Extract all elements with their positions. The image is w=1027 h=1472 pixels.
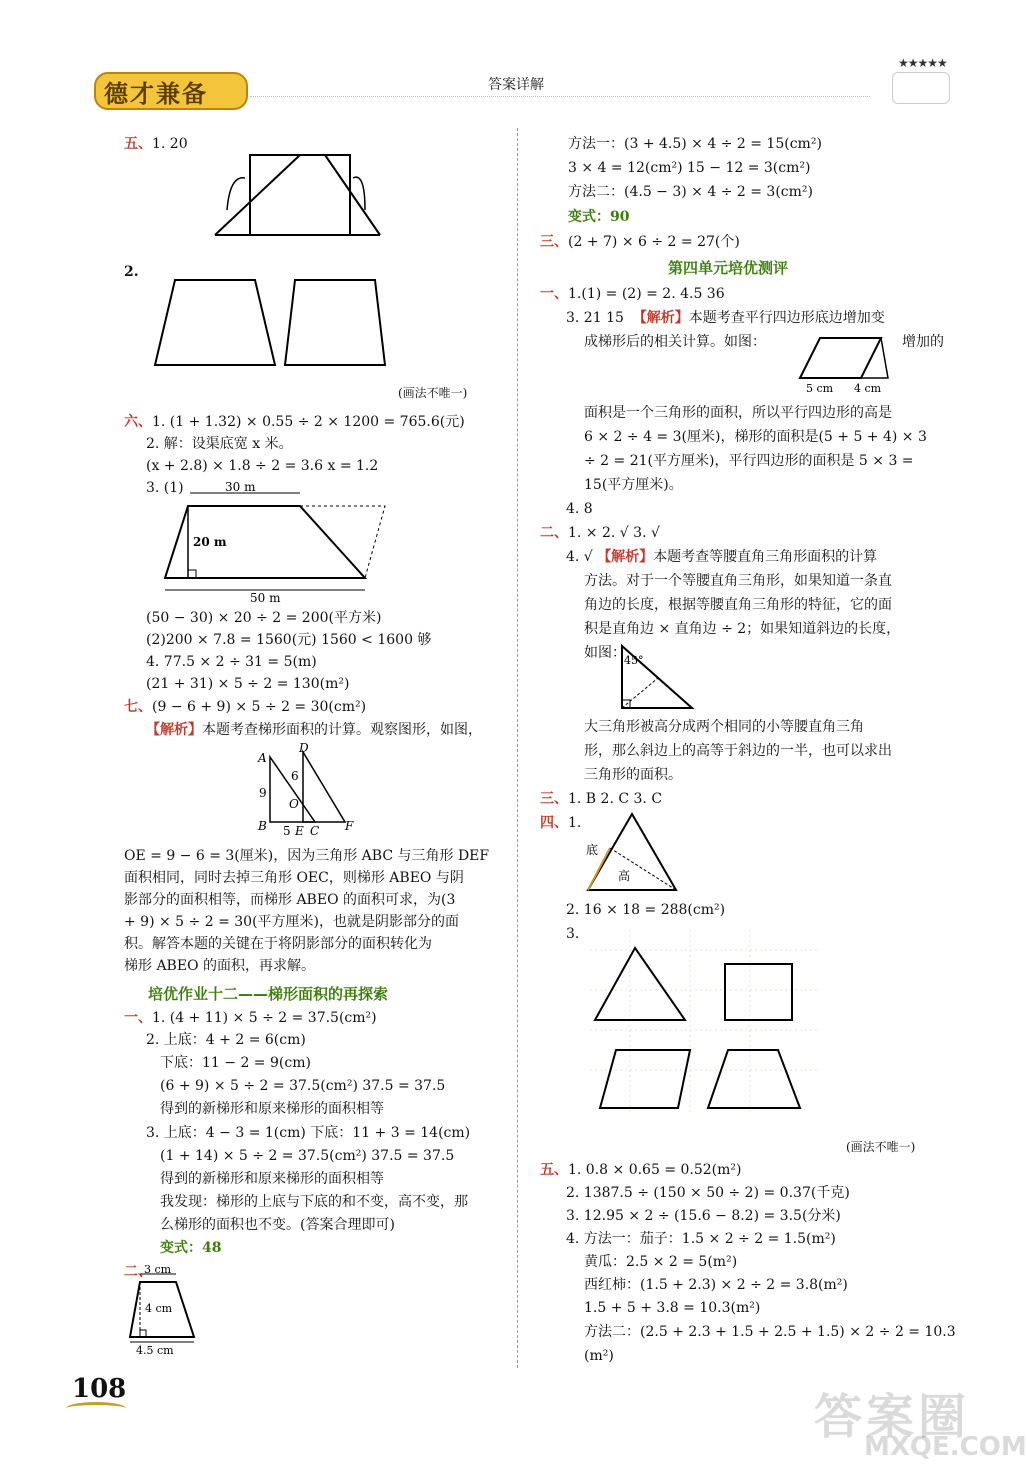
answer-line: 梯形 ABEO 的面积，再求解。 xyxy=(124,958,315,974)
answer-line: 1. (4 + 11) × 5 ÷ 2 = 37.5(cm²) xyxy=(152,1010,377,1026)
answer-line: 4. 方法一：茄子：1.5 × 2 ÷ 2 = 1.5(m²) xyxy=(566,1231,836,1247)
header-title: 答案详解 xyxy=(488,77,544,93)
header-logo-text: 德才兼备 xyxy=(104,80,208,108)
watermark-url: MXQE.COM xyxy=(864,1432,1027,1462)
answer-line: 1.(1) = (2) = 2. 4.5 36 xyxy=(568,286,725,302)
answer-line: 么梯形的面积也不变。(答案合理即可) xyxy=(160,1217,395,1233)
answer-line: 3. (1) xyxy=(146,480,184,496)
answer-line: 本题考查等腰直角三角形面积的计算 xyxy=(653,549,878,565)
answer-line: (9 − 6 + 9) × 5 ÷ 2 = 30(cm²) xyxy=(152,699,367,715)
svg-text:5 cm: 5 cm xyxy=(806,382,834,395)
figure-small-trapezoid xyxy=(118,1262,218,1357)
svg-text:45°: 45° xyxy=(624,654,644,667)
figure-trapezoid-cut xyxy=(205,150,385,240)
figure-right-isosceles-triangle xyxy=(612,642,708,712)
answer-line: 1.5 + 5 + 3.8 = 10.3(m²) xyxy=(584,1300,761,1316)
answer-line: 3. 12.95 × 2 ÷ (15.6 − 8.2) = 3.5(分米) xyxy=(566,1208,841,1224)
answer-line: 三角形的面积。 xyxy=(584,767,682,783)
answer-line: 积。解答本题的关键在于将阴影部分的面积转化为 xyxy=(124,936,432,952)
answer-line: 2. 16 × 18 = 288(cm²) xyxy=(566,902,726,918)
answer-line: 下底：11 − 2 = 9(cm) xyxy=(160,1055,311,1071)
section-label: 三、 xyxy=(540,791,568,807)
svg-text:C: C xyxy=(310,824,320,838)
answer-line: (2)200 × 7.8 = 1560(元) 1560 < 1600 够 xyxy=(146,632,432,648)
section-label: 五、 xyxy=(540,1162,568,1178)
answer-line: 黄瓜：2.5 × 2 = 5(m²) xyxy=(584,1254,738,1270)
svg-text:A: A xyxy=(258,751,267,765)
variant-answer: 变式：48 xyxy=(160,1240,222,1256)
leaf-decoration-icon xyxy=(66,1402,126,1415)
answer-line: 积是直角边 × 直角边 ÷ 2；如果知道斜边的长度， xyxy=(584,621,901,637)
answer-line: 方法二：(4.5 − 3) × 4 ÷ 2 = 3(cm²) xyxy=(568,184,813,200)
answer-line: 大三角形被高分成两个相同的小等腰直角三角 xyxy=(584,719,864,735)
answer-line: 2. 1387.5 ÷ (150 × 50 ÷ 2) = 0.37(千克) xyxy=(566,1185,850,1201)
answer-line: 得到的新梯形和原来梯形的面积相等 xyxy=(160,1101,384,1117)
answer-line: 1. xyxy=(568,815,582,831)
answer-line: 2. 解：设渠底宽 x 米。 xyxy=(146,436,293,452)
answer-line: 3. 21 15 xyxy=(566,310,624,326)
header-rule xyxy=(250,96,870,97)
answer-line: 面积相同，同时去掉三角形 OEC，则梯形 ABEO 与阴 xyxy=(124,870,464,886)
answer-line: 2. 上底：4 + 2 = 6(cm) xyxy=(146,1032,306,1048)
answer-line: (1 + 14) × 5 ÷ 2 = 37.5(cm²) 37.5 = 37.5 xyxy=(160,1148,455,1164)
section-label: 二、 xyxy=(540,525,568,541)
answer-line: 增加的 xyxy=(902,334,944,350)
answer-line: (x + 2.8) × 1.8 ÷ 2 = 3.6 x = 1.2 xyxy=(146,458,379,474)
svg-text:O: O xyxy=(289,797,299,811)
section-label: 七、 xyxy=(124,699,152,715)
answer-line: + 9) × 5 ÷ 2 = 30(平方厘米)，也就是阴影部分的面 xyxy=(124,914,459,930)
answer-line: 如图： xyxy=(584,645,626,661)
answer-line: (21 + 31) × 5 ÷ 2 = 130(m²) xyxy=(146,676,350,692)
answer-line: (m²) xyxy=(584,1348,614,1364)
answer-line: 方法二：(2.5 + 2.3 + 1.5 + 2.5 + 1.5) × 2 ÷ 2 = 10.3 xyxy=(584,1324,956,1340)
svg-text:D: D xyxy=(299,741,309,755)
answer-line: OE = 9 − 6 = 3(厘米)，因为三角形 ABC 与三角形 DEF xyxy=(124,848,490,864)
svg-text:底: 底 xyxy=(586,843,599,857)
note: (画法不唯一) xyxy=(846,1140,916,1154)
answer-line: 方法一：(3 + 4.5) × 4 ÷ 2 = 15(cm²) xyxy=(568,136,822,152)
analysis-tag: 【解析】 xyxy=(597,549,654,565)
answer-line: 1. × 2. √ 3. √ xyxy=(568,525,660,541)
answer-line: 4. 8 xyxy=(566,501,593,517)
svg-text:4.5 cm: 4.5 cm xyxy=(136,1344,174,1357)
figure-two-trapezoids xyxy=(150,275,400,370)
section-label: 六、 xyxy=(124,414,152,430)
answer-line: 1. B 2. C 3. C xyxy=(568,791,663,807)
section-label: 一、 xyxy=(124,1010,152,1026)
answer-line: 3. xyxy=(566,926,580,942)
answer-line: 影部分的面积相等，而梯形 ABEO 的面积可求，为(3 xyxy=(124,892,456,908)
section-label: 一、 xyxy=(540,286,568,302)
svg-text:3 cm: 3 cm xyxy=(144,1263,172,1276)
figure-triangles xyxy=(255,742,365,837)
answer-line: 本题考查平行四边形底边增加变 xyxy=(688,310,885,326)
answer-line: (2 + 7) × 6 ÷ 2 = 27(个) xyxy=(568,234,740,250)
svg-text:9: 9 xyxy=(259,786,267,800)
answer-line: ÷ 2 = 21(平方厘米)，平行四边形的面积是 5 × 3 = xyxy=(584,453,914,469)
svg-text:E: E xyxy=(295,824,304,838)
svg-text:6: 6 xyxy=(291,769,299,783)
svg-text:高: 高 xyxy=(618,869,631,883)
section-label: 五、 xyxy=(124,136,152,152)
section-label: 二、 xyxy=(124,1264,152,1280)
fig-label: 20 m xyxy=(193,535,227,549)
answer-line: 4. 77.5 × 2 ÷ 31 = 5(m) xyxy=(146,654,317,670)
answer-line: 1. 20 xyxy=(152,136,188,152)
analysis-tag: 【解析】 xyxy=(146,722,202,738)
svg-text:4 cm: 4 cm xyxy=(145,1302,173,1315)
fig-label: 50 m xyxy=(250,591,281,605)
fig-label: 30 m xyxy=(225,480,256,494)
section-title: 培优作业十二——梯形面积的再探索 xyxy=(148,985,389,1003)
section-label: 三、 xyxy=(540,234,568,250)
svg-text:4 cm: 4 cm xyxy=(854,382,882,395)
answer-line: 角边的长度，根据等腰直角三角形的特征，它的面 xyxy=(584,597,892,613)
figure-parallelogram-to-trapezoid xyxy=(796,330,896,396)
analysis-tag: 【解析】 xyxy=(632,310,689,326)
watermark: 答案圈 xyxy=(814,1389,971,1445)
note: (画法不唯一) xyxy=(398,386,468,400)
answer-line: 3 × 4 = 12(cm²) 15 − 12 = 3(cm²) xyxy=(568,160,811,176)
answer-line: (6 + 9) × 5 ÷ 2 = 37.5(cm²) 37.5 = 37.5 xyxy=(160,1078,446,1094)
figure-field xyxy=(160,478,400,603)
answer-line: 得到的新梯形和原来梯形的面积相等 xyxy=(160,1171,384,1187)
answer-line: 15(平方厘米)。 xyxy=(584,477,683,493)
answer-line: 1. 0.8 × 0.65 = 0.52(m²) xyxy=(568,1162,742,1178)
answer-line: 1. (1 + 1.32) × 0.55 ÷ 2 × 1200 = 765.6(元) xyxy=(152,414,465,430)
section-title: 第四单元培优测评 xyxy=(668,259,789,277)
answer-line: 我发现：梯形的上底与下底的和不变，高不变，那 xyxy=(160,1194,468,1210)
variant-answer: 变式：90 xyxy=(568,209,630,225)
answer-line: 形，那么斜边上的高等于斜边的一半，也可以求出 xyxy=(584,743,892,759)
page-number: 108 xyxy=(72,1374,127,1404)
svg-text:5: 5 xyxy=(283,824,291,838)
figure-triangle-base-height xyxy=(584,810,684,896)
section-label: 四、 xyxy=(540,815,568,831)
header-badge-icon xyxy=(892,72,950,104)
answer-line: 成梯形后的相关计算。如图： xyxy=(584,334,766,350)
answer-line: 西红柿：(1.5 + 2.3) × 2 ÷ 2 = 3.8(m²) xyxy=(584,1277,848,1293)
svg-text:B: B xyxy=(258,819,267,833)
header-stars-icon: ★★★★★ xyxy=(898,56,947,70)
answer-line: 2. xyxy=(124,264,139,280)
column-divider xyxy=(517,128,518,1368)
answer-line: 面积是一个三角形的面积，所以平行四边形的高是 xyxy=(584,405,892,421)
figure-grid-shapes xyxy=(590,930,830,1120)
answer-line: 3. 上底：4 − 3 = 1(cm) 下底：11 + 3 = 14(cm) xyxy=(146,1125,471,1141)
answer-line: 6 × 2 ÷ 4 = 3(厘米)，梯形的面积是(5 + 5 + 4) × 3 xyxy=(584,429,927,445)
svg-text:F: F xyxy=(345,819,354,833)
answer-line: 方法。对于一个等腰直角三角形，如果知道一条直 xyxy=(584,573,892,589)
answer-line: 4. √ xyxy=(566,549,593,565)
answer-line: 本题考查梯形面积的计算。观察图形，如图， xyxy=(202,722,482,738)
answer-line: (50 − 30) × 20 ÷ 2 = 200(平方米) xyxy=(146,610,382,626)
